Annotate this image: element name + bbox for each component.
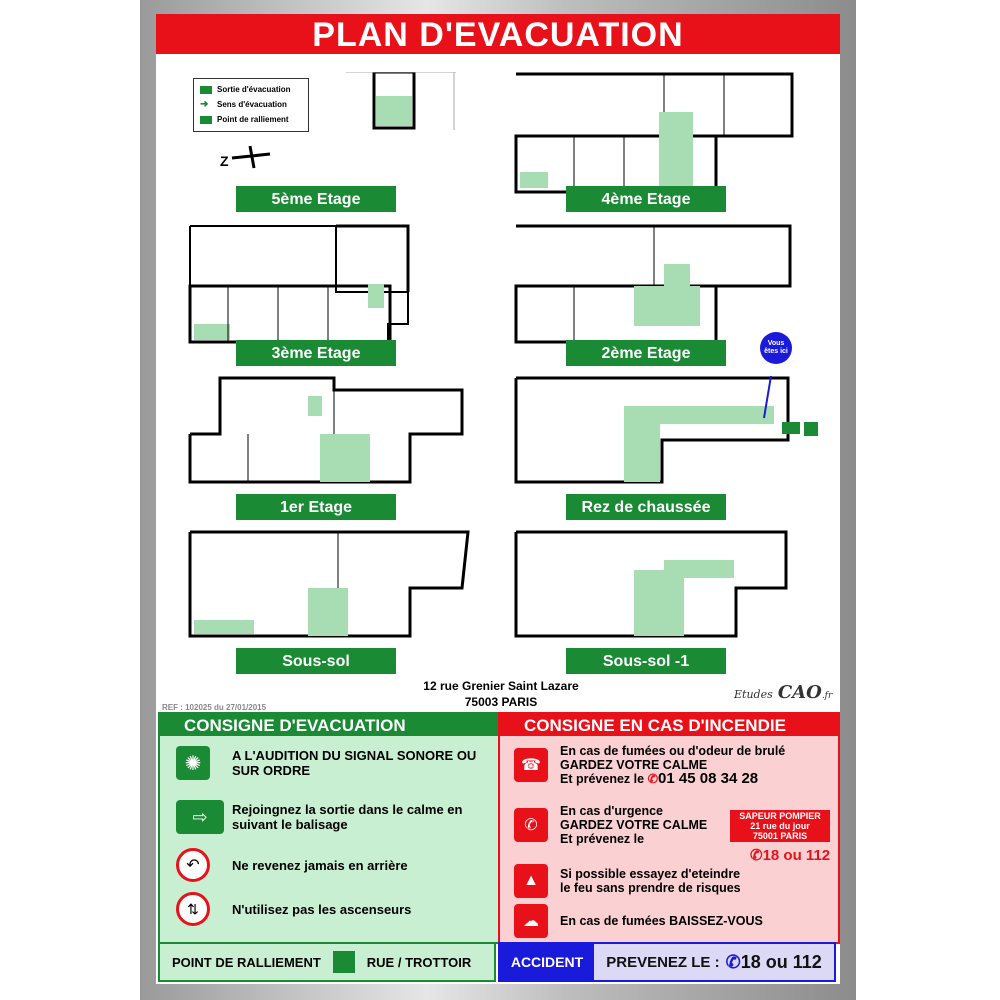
legend-item-direction [200,97,308,112]
brand-prefix: Etudes [734,688,773,701]
legend-label: Sortie d'évacuation [217,85,291,94]
floor-plan-4 [514,72,799,196]
legend [193,78,309,132]
fire-line: En cas de fumées ou d'odeur de brulé [560,744,786,758]
no-elevator-icon: ⇅ [176,892,210,926]
exit-sign-icon [782,422,800,434]
fire-item-crawl [514,904,763,938]
fire-item-text [560,804,707,846]
floor-plan-1 [188,376,468,484]
floor-label-2: 2ème Etage [566,340,726,366]
fire-line: le feu sans prendre de risques [560,881,741,895]
evac-item-no-elevator [176,892,482,926]
floor-plan-2 [514,224,799,348]
evac-item-text: A L'AUDITION DU SIGNAL SONORE OU SUR ORDRE [232,748,477,778]
address [386,678,616,710]
fire-line: GARDEZ VOTRE CALME [560,818,708,832]
fire-alarm-icon: ☎ [514,748,548,782]
fire-item-text [560,744,785,786]
floor-label-ground: Rez de chaussée [566,494,726,520]
assembly-point-bar [158,942,496,982]
legend-item-exit [200,82,308,97]
assembly-point-icon [804,422,818,436]
svg-text:Z: Z [220,153,229,169]
page-title: PLAN D'EVACUATION [156,14,840,54]
you-are-here-label: Vous êtes ici [764,340,788,355]
legend-label: Point de ralliement [217,115,289,124]
address-line1: 12 rue Grenier Saint Lazare [423,679,579,693]
arrow-right-icon: ➜ [200,98,209,110]
fire-line-phone [560,772,785,786]
floor-label-5: 5ème Etage [236,186,396,212]
evac-item-text: Ne revenez jamais en arrière [232,857,408,873]
fire-item-emergency [514,804,707,846]
you-are-here-marker [760,332,792,364]
accident-bar [498,942,836,982]
floor-plan-basement [188,530,473,638]
reference: REF : 102025 du 27/01/2015 [162,703,267,712]
brand-name: CAO [777,682,822,703]
fire-item-text [560,867,741,895]
no-u-turn-icon: ↶ [176,848,210,882]
fire-brigade-box [730,810,830,842]
phone-icon: ✆ [750,847,763,864]
crawl-smoke-icon: ☁ [514,904,548,938]
brand-logo [734,682,832,703]
fire-line: En cas d'urgence [560,804,664,818]
evacuation-heading: CONSIGNE D'EVACUATION [160,714,498,736]
phone-emergency-icon: ✆ [514,808,548,842]
evacuation-plan-panel [156,14,840,984]
legend-item-assembly [200,112,308,127]
north-arrow-icon [218,144,274,170]
exit-sign-icon [200,86,212,94]
pompier-address: 75001 PARIS [752,831,808,841]
fire-heading: CONSIGNE EN CAS D'INCENDIE [500,714,838,736]
exit-sign-icon: ⇨ [176,800,224,834]
pompier-address: 21 rue du jour [750,821,810,831]
fire-item-smoke [514,744,785,786]
fire-line: Et prévenez le [560,832,645,846]
floor-plan-3 [188,224,488,348]
floor-label-basement-1: Sous-sol -1 [566,648,726,674]
accident-label: ACCIDENT [500,944,594,980]
evac-item-no-return [176,848,482,882]
pompier-title: SAPEUR POMPIER [739,811,821,821]
floor-label-3: 3ème Etage [236,340,396,366]
phone-number: 18 ou 112 [762,847,831,864]
address-line2: 75003 PARIS [464,695,538,709]
floor-label-1: 1er Etage [236,494,396,520]
extinguisher-icon: ▲ [514,864,548,898]
fire-instructions [498,712,840,944]
assembly-place: RUE / TROTTOIR [366,954,472,970]
evac-item-text: Rejoingnez la sortie dans le calme en suivant le balisage [232,802,463,832]
phone-number: 01 45 08 34 28 [658,770,759,787]
legend-label: Sens d'évacuation [217,100,287,109]
fire-line: Si possible essayez d'eteindre [560,867,741,881]
fire-line: Et prévenez le [560,772,645,786]
floor-label-4: 4ème Etage [566,186,726,212]
phone-number [726,952,822,973]
evac-item-exit [176,800,482,834]
fire-item-text: En cas de fumées BAISSEZ-VOUS [560,914,763,928]
fire-item-extinguish [514,864,741,898]
accident-phone [594,944,834,980]
assembly-point-icon [333,951,355,973]
floor-plan-5 [346,72,456,132]
fire-line: GARDEZ VOTRE CALME [560,758,708,772]
evac-item-text: N'utilisez pas les ascenseurs [232,901,412,917]
floor-plan-basement-1 [514,530,799,638]
floor-label-basement: Sous-sol [236,648,396,674]
phone-icon: ✆ [647,772,659,786]
assembly-label: POINT DE RALLIEMENT [172,954,321,970]
evacuation-instructions [158,712,500,944]
phone-icon: ✆ [725,951,741,972]
alarm-icon: ✺ [176,746,210,780]
assembly-point-icon [200,116,212,124]
accident-number: 18 ou 112 [740,951,822,972]
brand-suffix: .fr [821,691,833,701]
accident-prevenez: PREVENEZ LE : [606,953,720,971]
evac-item-alarm [176,746,482,780]
pompier-phone [750,846,830,864]
floor-plan-ground [514,376,824,484]
